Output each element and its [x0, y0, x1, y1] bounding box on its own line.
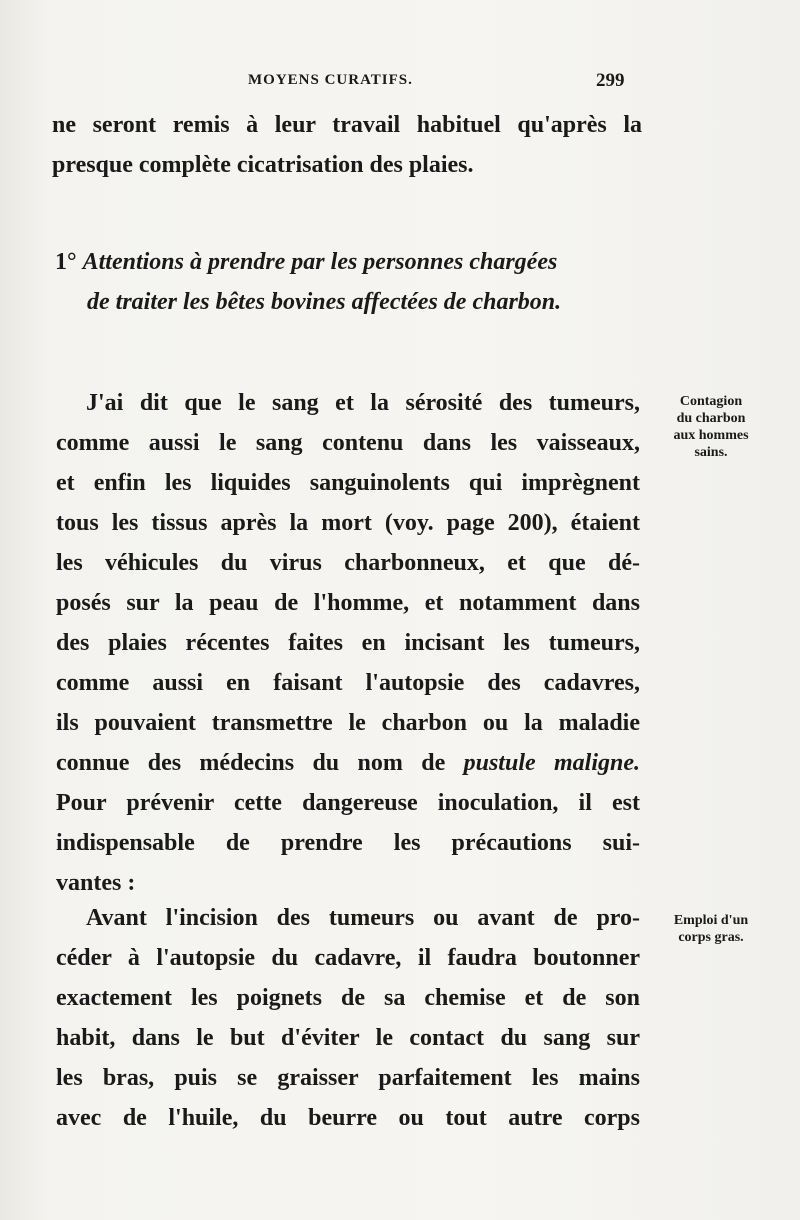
text-line: les véhicules du virus charbonneux, et que dé-: [56, 550, 640, 576]
running-title: MOYENS CURATIFS.: [248, 72, 413, 88]
text-line: comme aussi en faisant l'autopsie des cadavres,: [56, 670, 640, 696]
text-line: les bras, puis se graisser parfaitement les mains: [56, 1065, 640, 1091]
section-heading-line: Attentions à prendre par les personnes chargées: [82, 249, 558, 275]
text-line: Pour prévenir cette dangereuse inoculation, il est: [56, 790, 640, 816]
page-number: 299: [596, 70, 625, 91]
text-line: céder à l'autopsie du cadavre, il faudra boutonner: [56, 945, 640, 971]
section-heading-line: de traiter les bêtes bovines affectées de charbon.: [87, 289, 562, 315]
paragraph-precautions: [56, 898, 640, 1138]
text-line: posés sur la peau de l'homme, et notamment dans: [56, 590, 640, 616]
margin-note-line: sains.: [694, 445, 728, 460]
margin-note-line: corps gras.: [678, 930, 744, 945]
text-line: exactement les poignets de sa chemise et de son: [56, 985, 640, 1011]
text-line: des plaies récentes faites en incisant les tumeurs,: [56, 630, 640, 656]
section-heading: [55, 242, 645, 322]
text-segment: connue des médecins du nom de: [56, 750, 464, 776]
text-line: vantes :: [56, 870, 136, 896]
text-line: tous les tissus après la mort (voy. page 200), étaient: [56, 510, 640, 536]
italic-term: pustule maligne.: [463, 750, 641, 776]
text-line: indispensable de prendre les précautions sui-: [56, 830, 640, 856]
text-line: ils pouvaient transmettre le charbon ou la maladie: [56, 710, 640, 736]
text-line: Avant l'incision des tumeurs ou avant de pro-: [86, 905, 640, 931]
text-line: habit, dans le but d'éviter le contact du sang sur: [56, 1025, 640, 1051]
margin-note-fat: [652, 912, 770, 946]
text-line: [56, 743, 640, 783]
section-number: 1°: [55, 249, 77, 275]
paragraph-contagion: [56, 383, 640, 903]
text-line: ne seront remis à leur travail habituel qu'après la: [52, 112, 642, 138]
margin-note-line: aux hommes: [673, 428, 749, 443]
margin-note-contagion: [652, 393, 770, 461]
continuation-text: [52, 105, 642, 185]
margin-note-line: Contagion: [679, 394, 743, 409]
text-line: presque complète cicatrisation des plaies.: [52, 152, 474, 178]
text-line: comme aussi le sang contenu dans les vaisseaux,: [56, 430, 640, 456]
text-line: et enfin les liquides sanguinolents qui imprègnent: [56, 470, 640, 496]
margin-note-line: du charbon: [676, 411, 746, 426]
text-line: avec de l'huile, du beurre ou tout autre corps: [56, 1105, 640, 1131]
text-line: J'ai dit que le sang et la sérosité des tumeurs,: [86, 390, 640, 416]
margin-note-line: Emploi d'un: [673, 913, 749, 928]
